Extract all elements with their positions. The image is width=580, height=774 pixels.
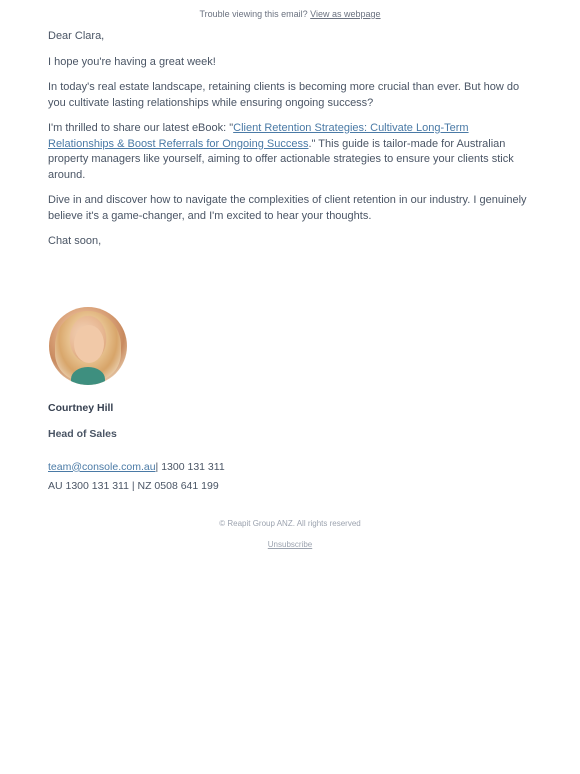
paragraph-2: In today's real estate landscape, retaining clients is becoming more crucial than ever. But how do you cultivate lasting relationships while ensuring ongoing success?: [48, 81, 520, 109]
avatar: [49, 307, 127, 385]
avatar-face: [74, 325, 104, 363]
regional-phone-numbers: AU 1300 131 311 | NZ 0508 641 199: [48, 479, 219, 492]
contact-line-1: [48, 458, 580, 477]
signature-title: Head of Sales: [48, 427, 117, 440]
paragraph-3-suffix: ." This guide is tailor-made for Australian property managers like yourself, aiming to offer actionable strategies to ensure your clients stick around.: [48, 137, 514, 181]
email-link[interactable]: team@console.com.au: [48, 460, 156, 473]
footer: [0, 518, 580, 551]
ebook-link[interactable]: Client Retention Strategies: Cultivate Long-Term Relationships & Boost Referrals for Ongoing Success: [48, 122, 469, 150]
preheader-text: Trouble viewing this email?: [199, 9, 308, 19]
paragraph-3-prefix: I'm thrilled to share our latest eBook: ": [48, 122, 234, 134]
paragraph-1: I hope you're having a great week!: [48, 55, 216, 68]
email-body: [0, 29, 580, 250]
contact-separator: |: [155, 460, 159, 473]
view-as-webpage-link[interactable]: View as webpage: [310, 9, 381, 19]
greeting: Dear Clara,: [48, 30, 105, 42]
preheader: [0, 0, 580, 20]
phone-number: 1300 131 311: [161, 460, 225, 473]
signature-name: Courtney Hill: [48, 401, 114, 414]
unsubscribe-link[interactable]: Unsubscribe: [267, 539, 313, 549]
paragraph-3: [48, 121, 532, 183]
signoff: Chat soon,: [48, 235, 102, 247]
signature-contact: [48, 458, 580, 496]
copyright-text: © Reapit Group ANZ. All rights reserved: [219, 518, 361, 528]
paragraph-4: Dive in and discover how to navigate the complexities of client retention in our industry. I genuinely believe it's a game-changer, and I'm excited to hear your thoughts.: [48, 194, 527, 222]
